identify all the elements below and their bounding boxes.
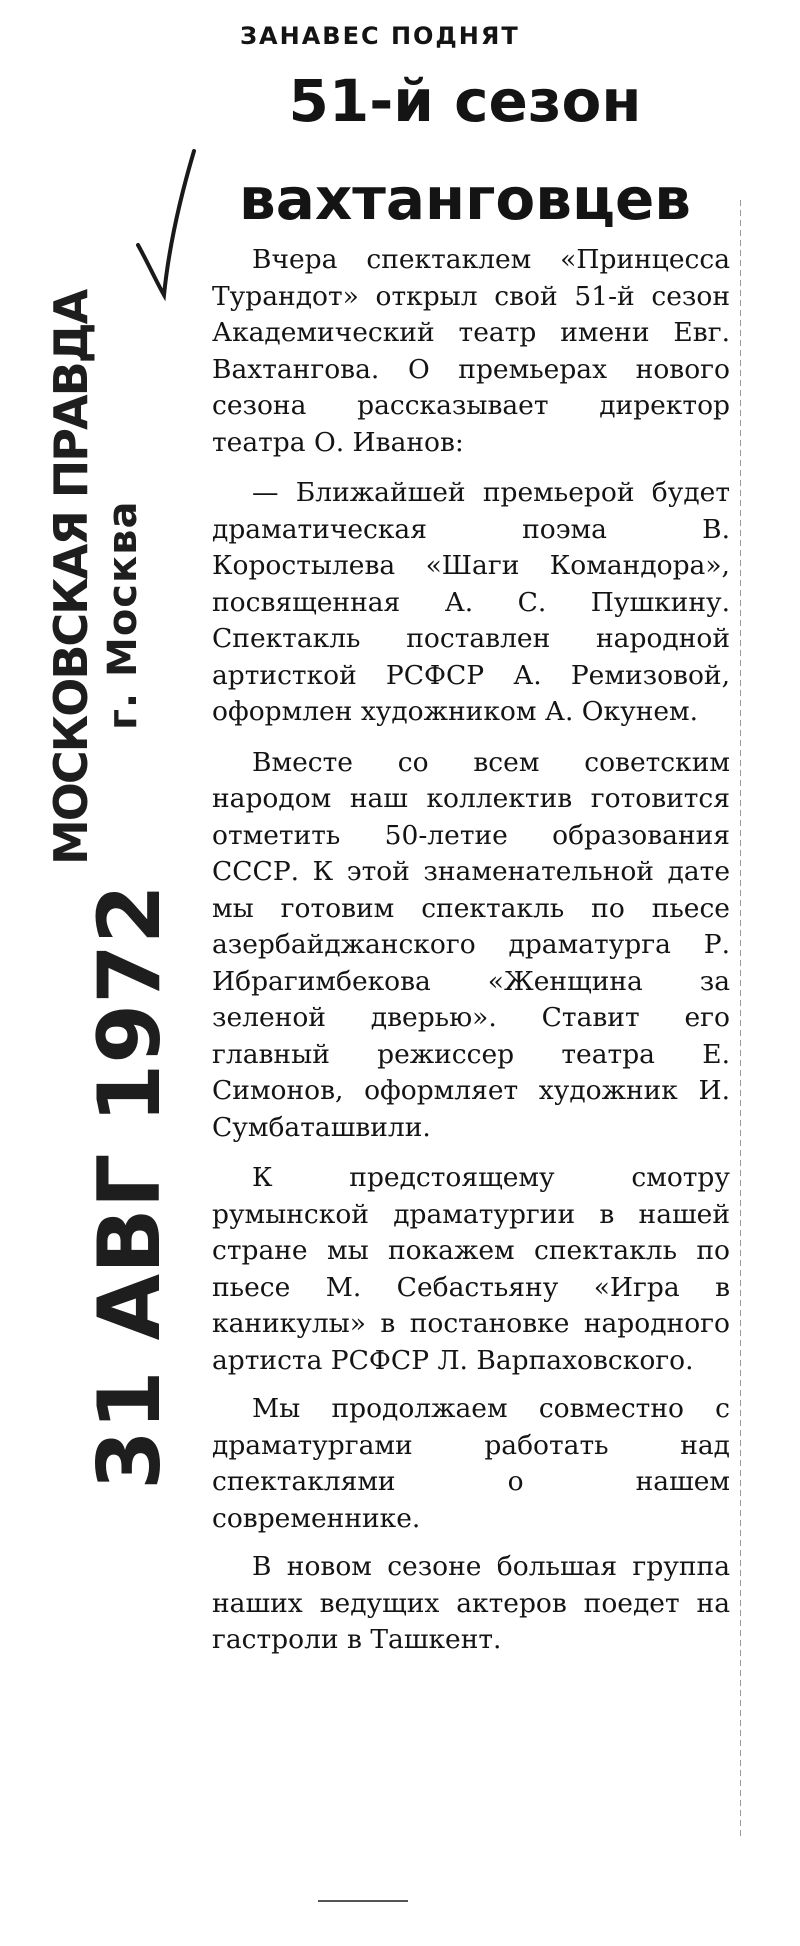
paragraph: Мы продолжаем совместно с драматургами работать над спектаклями о нашем современнике. [212,1393,730,1534]
clipping-edge [740,200,741,1840]
paragraph: Вместе со всем советским народом наш коллектив готовится отметить 50-летие образования СССР. К этой знаменательной дате мы готовим спектакль по пьесе азербайджанского драматурга Р. Ибрагимбекова «Женщина за зеленой дверью». Ставит его главный режиссер театра Е. Симонов, оформляет художник И. Сумбаташвили. [212,746,730,1143]
headline-line-1: 51-й сезон [288,67,642,135]
headline-line-2: вахтанговцев [239,165,691,233]
check-mark-icon [130,145,200,305]
article-kicker: ЗАНАВЕС ПОДНЯТ [240,22,520,50]
newspaper-name-stamp: МОСКОВСКАЯ ПРАВДА [44,290,98,865]
end-rule [318,1900,408,1902]
paragraph: В новом сезоне большая группа наших ведущих актеров поедет на гастроли в Ташкент. [212,1551,730,1655]
date-stamp: 31 АВГ 1972 [80,884,180,1490]
paragraph: Вчера спектаклем «Принцесса Турандот» открыл свой 51-й сезон Академический театр имени Евг. Вахтангова. О премьерах нового сезона рассказывает директор театра О. Иванов: [212,244,730,458]
article-body [212,242,730,1671]
city-stamp: г. Москва [100,500,146,730]
paragraph: — Ближайшей премьерой будет драматическая поэма В. Коростылева «Шаги Командора», посвященная А. С. Пушкину. Спектакль поставлен народной артисткой РСФСР А. Ремизовой, оформлен художником А. Окунем. [212,477,730,727]
paragraph: К предстоящему смотру румынской драматургии в нашей стране мы покажем спектакль по пьесе М. Себастьяну «Игра в каникулы» в постановке народного артиста РСФСР Л. Варпаховского. [212,1162,730,1376]
